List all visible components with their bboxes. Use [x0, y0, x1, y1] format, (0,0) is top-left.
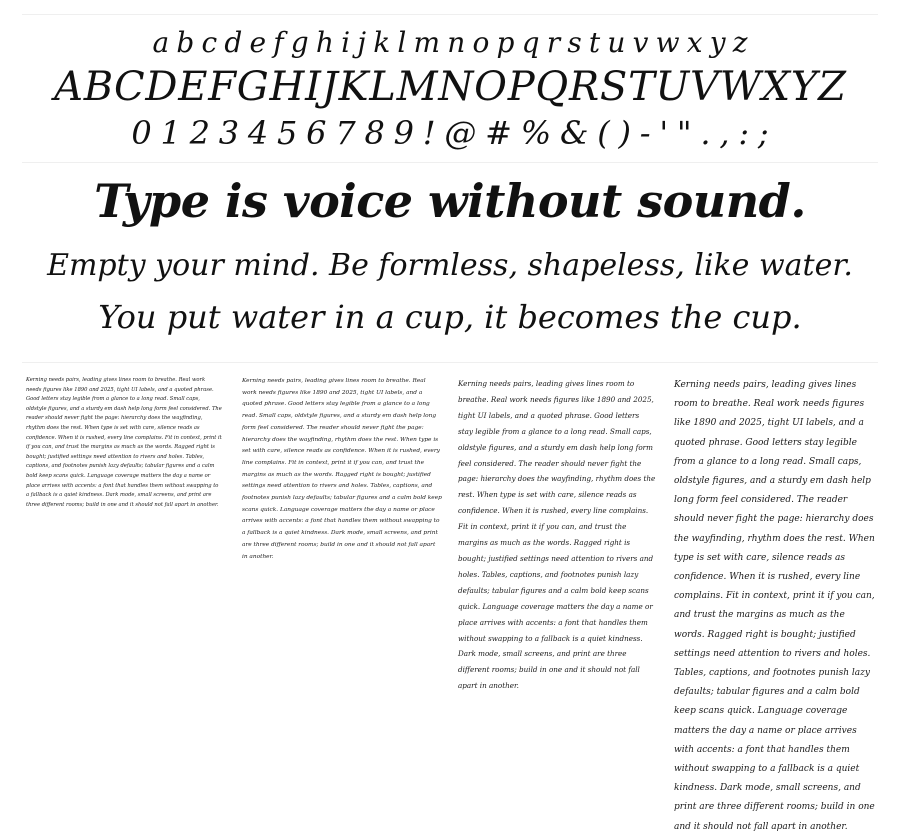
- glyph-lower-20: t: [588, 26, 601, 59]
- specimen-column-large: Kerning needs pairs, leading gives lines room to breathe. Real work needs figures like 1890 and 2025, tight UI labels, and a quoted phrase. Good letters stay legible from a glance to a long read. Small caps, oldstyle figures, and a sturdy em dash help long form feel considered. The reader should never fight the page: hierarchy does the wayfinding, rhythm does the rest. When type is set with care, silence reads as confidence. When it is rushed, every line complains. Fit in context, print it if you can, and trust the margins as much as the words. Ragged right is bought; justified settings need attention to rivers and holes. Tables, captions, and footnotes punish lazy defaults; tabular figures and a calm bold keep scans quick. Language coverage matters the day a name or place arrives with accents: a font that handles them without swapping to a fallback is a quiet kindness. Dark mode, small screens, and print are three different rooms; build in one and it should not fall apart in another.: [674, 380, 875, 832]
- glyph-lower-12: l: [397, 26, 407, 59]
- glyph-figure-2: 1: [160, 114, 181, 152]
- glyph-upper-23: W: [719, 64, 761, 110]
- charset-divider: [22, 162, 878, 163]
- glyph-figure-8: 7: [335, 114, 356, 152]
- glyph-figure-21: .: [700, 114, 711, 152]
- glyph-figure-7: 6: [306, 114, 327, 152]
- glyph-upper-18: R: [568, 64, 600, 110]
- display-divider: [22, 362, 878, 363]
- glyph-lower-13: m: [413, 26, 441, 59]
- glyph-upper-16: P: [507, 64, 535, 110]
- glyph-upper-21: U: [655, 64, 690, 110]
- glyph-upper-3: C: [113, 64, 145, 110]
- glyph-upper-17: Q: [535, 64, 569, 110]
- glyph-figure-16: (: [597, 114, 610, 152]
- display-line-medium: Empty your mind. Be formless, shapeless, like water.: [47, 248, 853, 283]
- glyph-figure-10: 9: [393, 114, 414, 152]
- figures-punctuation-row: [0, 114, 900, 152]
- glyph-upper-13: M: [396, 64, 438, 110]
- glyph-figure-17: ): [618, 114, 631, 152]
- specimen-column-smallest: Kerning needs pairs, leading gives lines room to breathe. Real work needs figures like 1890 and 2025, tight UI labels, and a quoted phrase. Good letters stay legible from a glance to a long read. Small caps, oldstyle figures, and a sturdy em dash help long form feel considered. The reader should never fight the page: hierarchy does the wayfinding, rhythm does the rest. When type is set with care, silence reads as confidence. When it is rushed, every line complains. Fit in context, print it if you can, and trust the margins as much as the words. Ragged right is bought; justified settings need attention to rivers and holes. Tables, captions, and footnotes punish lazy defaults; tabular figures and a calm bold keep scans quick. Language coverage matters the day a name or place arrives with accents: a font that handles them without swapping to a fallback is a quiet kindness. Dark mode, small screens, and print are three different rooms; build in one and it should not fall apart in another.: [26, 377, 222, 508]
- display-line-large: Type is voice without sound.: [94, 174, 806, 228]
- glyph-lower-9: i: [341, 26, 351, 59]
- glyph-lower-6: f: [273, 26, 284, 59]
- glyph-upper-10: J: [321, 64, 338, 110]
- glyph-upper-2: B: [83, 64, 114, 110]
- glyph-lower-1: a: [152, 26, 170, 59]
- glyph-upper-20: T: [628, 64, 655, 110]
- glyph-figure-9: 8: [364, 114, 385, 152]
- glyph-figure-18: -: [639, 114, 651, 152]
- glyph-lower-10: j: [357, 26, 366, 59]
- glyph-upper-25: Y: [790, 64, 818, 110]
- glyph-lower-23: w: [655, 26, 680, 59]
- glyph-figure-24: ;: [757, 114, 769, 152]
- glyph-figure-19: ': [659, 114, 669, 152]
- specimen-column-medium: Kerning needs pairs, leading gives lines room to breathe. Real work needs figures like 1890 and 2025, tight UI labels, and a quoted phrase. Good letters stay legible from a glance to a long read. Small caps, oldstyle figures, and a sturdy em dash help long form feel considered. The reader should never fight the page: hierarchy does the wayfinding, rhythm does the rest. When type is set with care, silence reads as confidence. When it is rushed, every line complains. Fit in context, print it if you can, and trust the margins as much as the words. Ragged right is bought; justified settings need attention to rivers and holes. Tables, captions, and footnotes punish lazy defaults; tabular figures and a calm bold keep scans quick. Language coverage matters the day a name or place arrives with accents: a font that handles them without swapping to a fallback is a quiet kindness. Dark mode, small screens, and print are three different rooms; build in one and it should not fall apart in another.: [458, 379, 656, 691]
- specimen-column-small: Kerning needs pairs, leading gives lines room to breathe. Real work needs figures like 1890 and 2025, tight UI labels, and a quoted phrase. Good letters stay legible from a glance to a long read. Small caps, oldstyle figures, and a sturdy em dash help long form feel considered. The reader should never fight the page: hierarchy does the wayfinding, rhythm does the rest. When type is set with care, silence reads as confidence. When it is rushed, every line complains. Fit in context, print it if you can, and trust the margins as much as the words. Ragged right is bought; justified settings need attention to rivers and holes. Tables, captions, and footnotes punish lazy defaults; tabular figures and a calm bold keep scans quick. Language coverage matters the day a name or place arrives with accents: a font that handles them without swapping to a fallback is a quiet kindness. Dark mode, small screens, and print are three different rooms; build in one and it should not fall apart in another.: [242, 378, 442, 560]
- glyph-upper-19: S: [599, 64, 628, 110]
- glyph-upper-5: E: [178, 64, 208, 110]
- glyph-upper-14: N: [438, 64, 474, 110]
- glyph-upper-15: O: [474, 64, 507, 110]
- glyph-figure-11: !: [422, 114, 436, 152]
- glyph-lower-11: k: [373, 26, 391, 59]
- glyph-lower-5: e: [249, 26, 267, 59]
- glyph-figure-5: 4: [247, 114, 269, 152]
- glyph-lower-15: o: [472, 26, 490, 59]
- glyph-lower-8: h: [315, 26, 334, 59]
- glyph-figure-6: 5: [277, 114, 298, 152]
- display-line-medium-2: You put water in a cup, it becomes the cup.: [98, 298, 802, 336]
- glyph-upper-26: Z: [818, 64, 846, 110]
- glyph-upper-24: X: [761, 64, 791, 110]
- glyph-lower-18: r: [546, 26, 561, 59]
- glyph-upper-12: L: [369, 64, 396, 110]
- glyph-lower-3: c: [201, 26, 218, 59]
- glyph-upper-8: H: [269, 64, 305, 110]
- uppercase-glyph-row: [0, 64, 900, 110]
- top-divider: [22, 14, 878, 15]
- glyph-lower-25: y: [709, 26, 726, 59]
- glyph-figure-20: ": [676, 114, 692, 152]
- glyph-lower-22: v: [632, 26, 649, 59]
- lowercase-glyph-row: [0, 26, 900, 59]
- glyph-lower-16: p: [496, 26, 515, 59]
- glyph-upper-4: D: [145, 64, 178, 110]
- glyph-upper-22: V: [690, 64, 719, 110]
- glyph-figure-23: :: [738, 114, 750, 152]
- glyph-figure-4: 3: [218, 114, 240, 152]
- glyph-upper-6: F: [208, 64, 236, 110]
- glyph-figure-1: 0: [131, 114, 152, 152]
- glyph-figure-12: @: [444, 114, 477, 152]
- glyph-upper-11: K: [338, 64, 369, 110]
- glyph-upper-9: I: [305, 64, 321, 110]
- glyph-lower-7: g: [290, 26, 309, 59]
- glyph-lower-19: s: [567, 26, 582, 59]
- glyph-figure-13: #: [485, 114, 512, 152]
- glyph-upper-7: G: [236, 64, 269, 110]
- glyph-figure-3: 2: [189, 114, 210, 152]
- glyph-lower-24: x: [686, 26, 703, 59]
- glyph-lower-4: d: [224, 26, 243, 59]
- glyph-figure-14: %: [520, 114, 552, 152]
- glyph-lower-21: u: [607, 26, 626, 59]
- glyph-figure-22: ,: [719, 114, 730, 152]
- glyph-lower-26: z: [732, 26, 748, 59]
- glyph-lower-14: n: [447, 26, 466, 59]
- glyph-lower-17: q: [521, 26, 540, 59]
- glyph-lower-2: b: [176, 26, 195, 59]
- glyph-figure-15: &: [559, 114, 589, 152]
- glyph-upper-1: A: [54, 64, 83, 110]
